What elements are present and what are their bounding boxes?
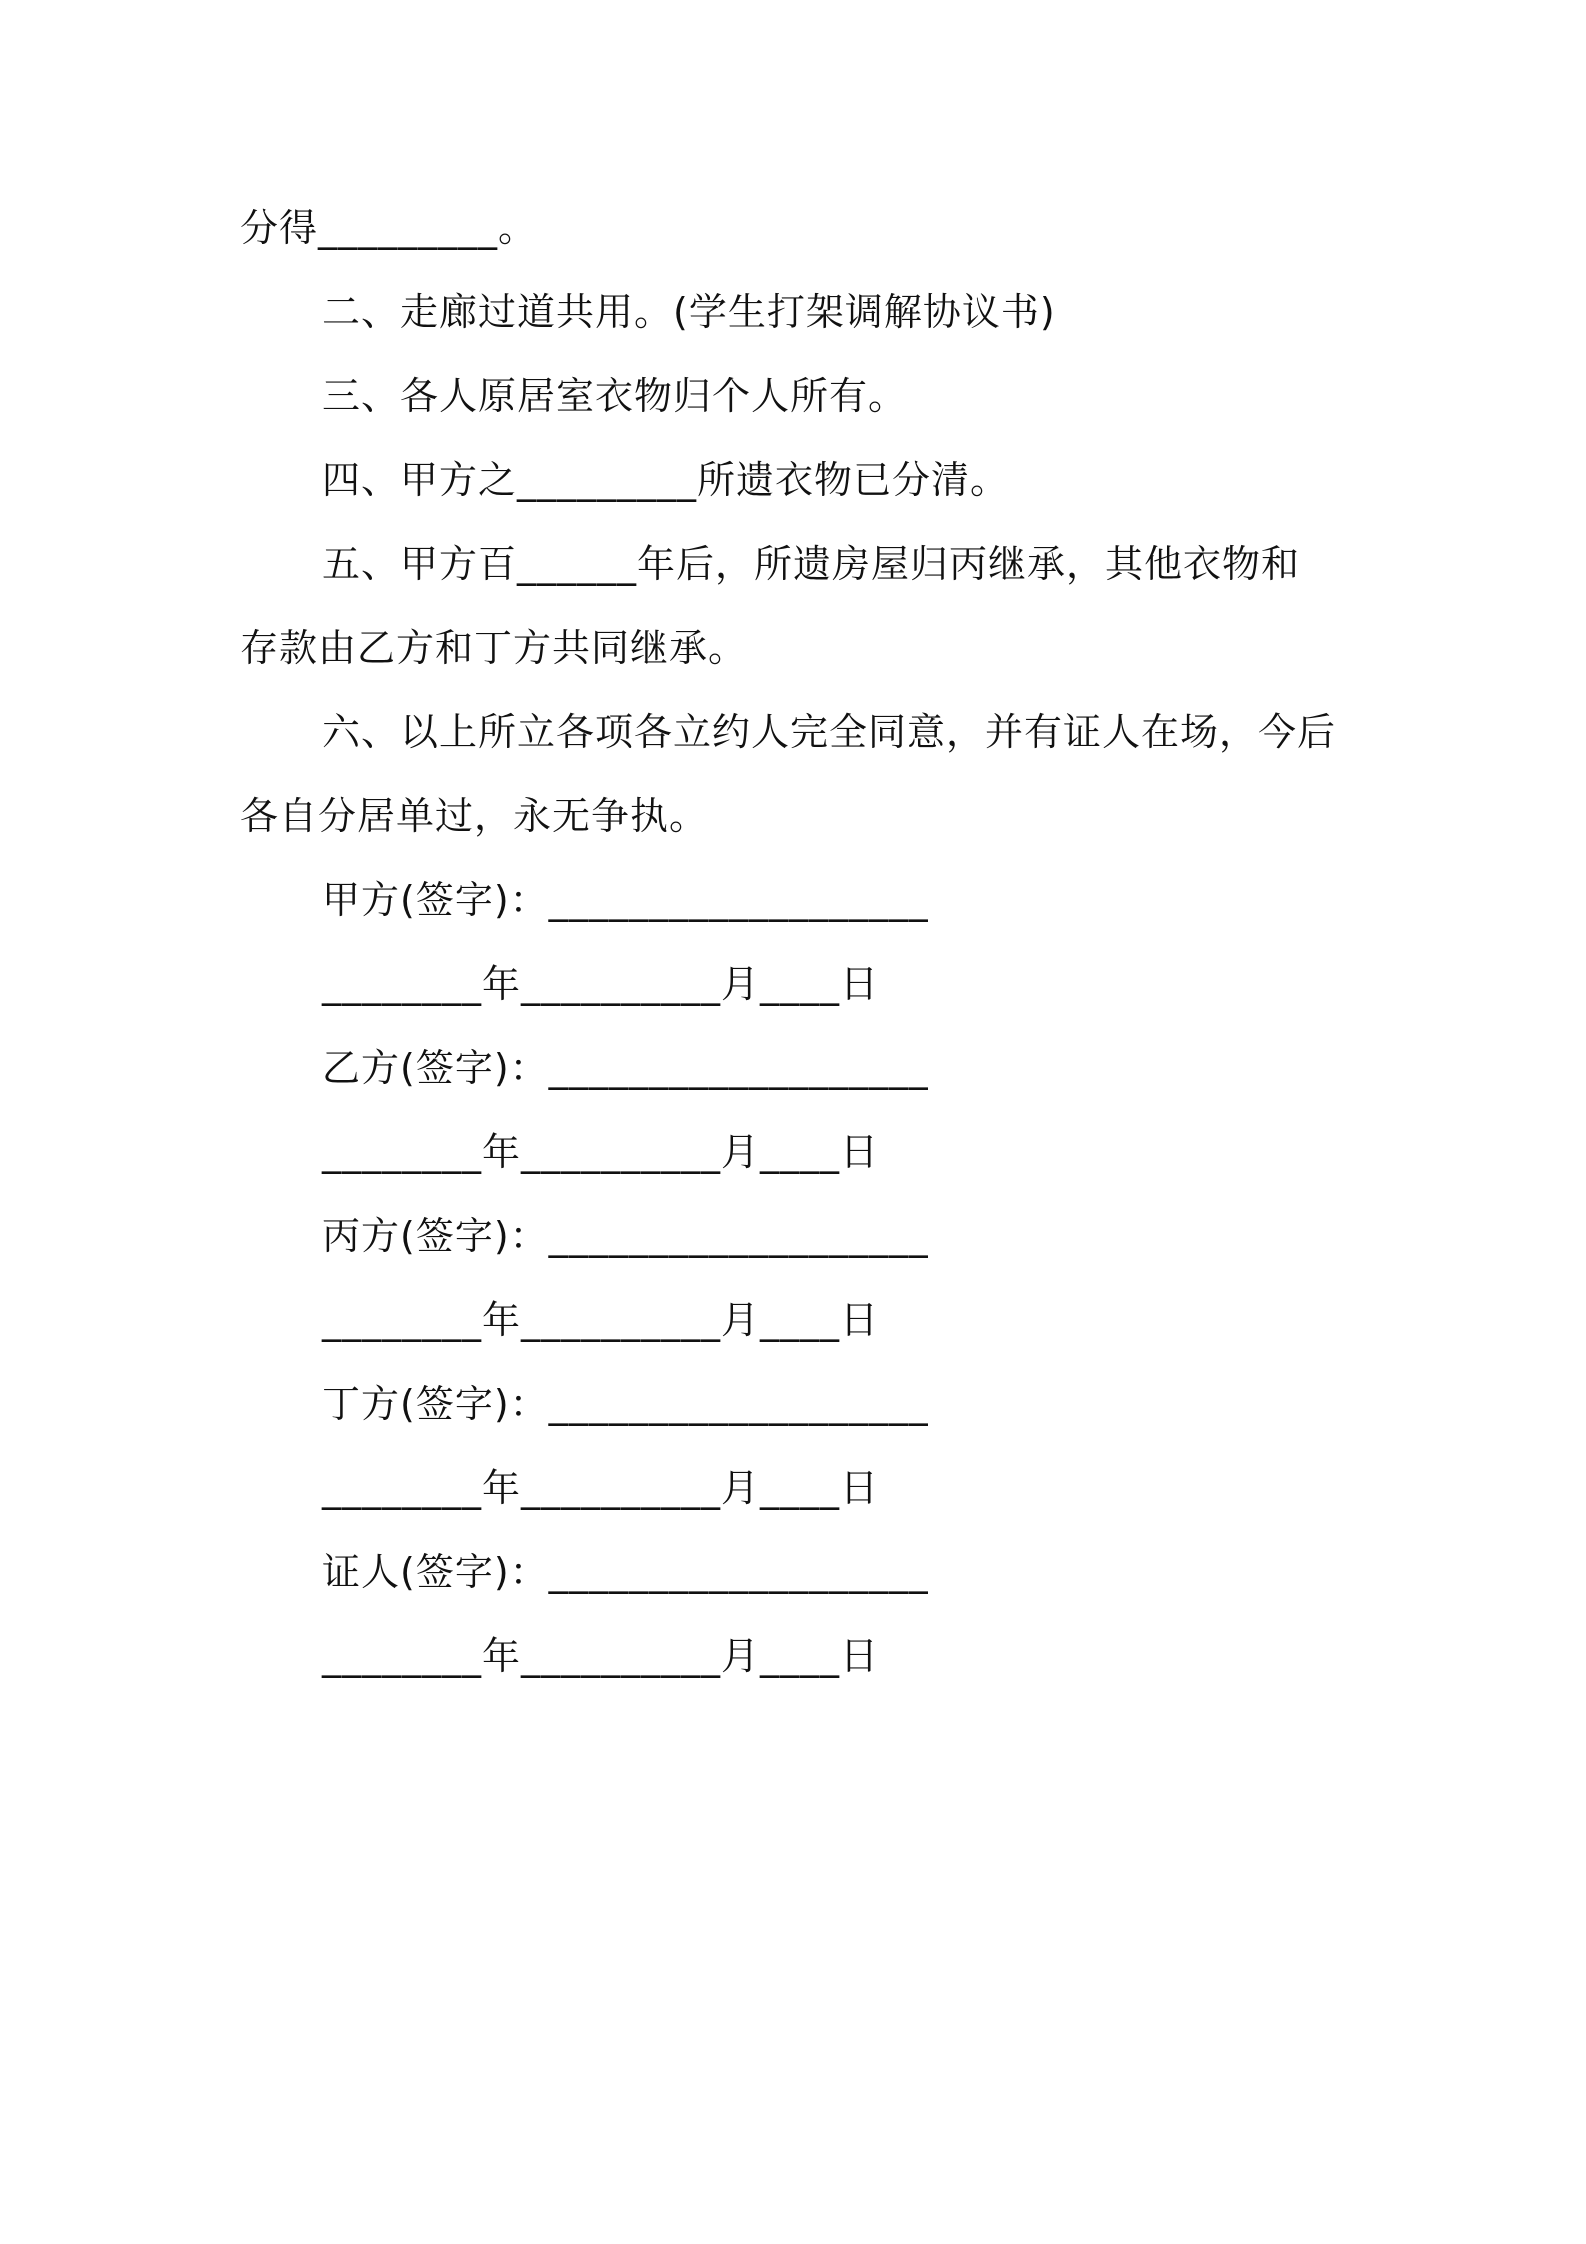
- witness-signature: 证人(签字)：___________________: [322, 1550, 929, 1594]
- clause-continuation-line: 分得_________。: [240, 206, 538, 250]
- clause-five-line-1: 五、甲方百______年后，所遗房屋归丙继承，其他衣物和: [322, 542, 1301, 586]
- clause-five-line-2: 存款由乙方和丁方共同继承。: [240, 626, 748, 670]
- witness-date: ________年__________月____日: [322, 1634, 880, 1678]
- clause-three: 三、各人原居室衣物归个人所有。: [322, 374, 908, 418]
- party-b-signature: 乙方(签字)：___________________: [322, 1046, 929, 1090]
- party-c-date: ________年__________月____日: [322, 1298, 880, 1342]
- party-d-signature: 丁方(签字)：___________________: [322, 1382, 929, 1426]
- party-a-date: ________年__________月____日: [322, 962, 880, 1006]
- clause-six-line-2: 各自分居单过，永无争执。: [240, 794, 709, 838]
- party-b-date: ________年__________月____日: [322, 1130, 880, 1174]
- clause-six-line-1: 六、以上所立各项各立约人完全同意，并有证人在场，今后: [322, 710, 1337, 754]
- party-c-signature: 丙方(签字)：___________________: [322, 1214, 929, 1258]
- party-d-date: ________年__________月____日: [322, 1466, 880, 1510]
- clause-two: 二、走廊过道共用。(学生打架调解协议书): [322, 290, 1056, 334]
- party-a-signature: 甲方(签字)：___________________: [322, 878, 929, 922]
- clause-four: 四、甲方之_________所遗衣物已分清。: [322, 458, 1010, 502]
